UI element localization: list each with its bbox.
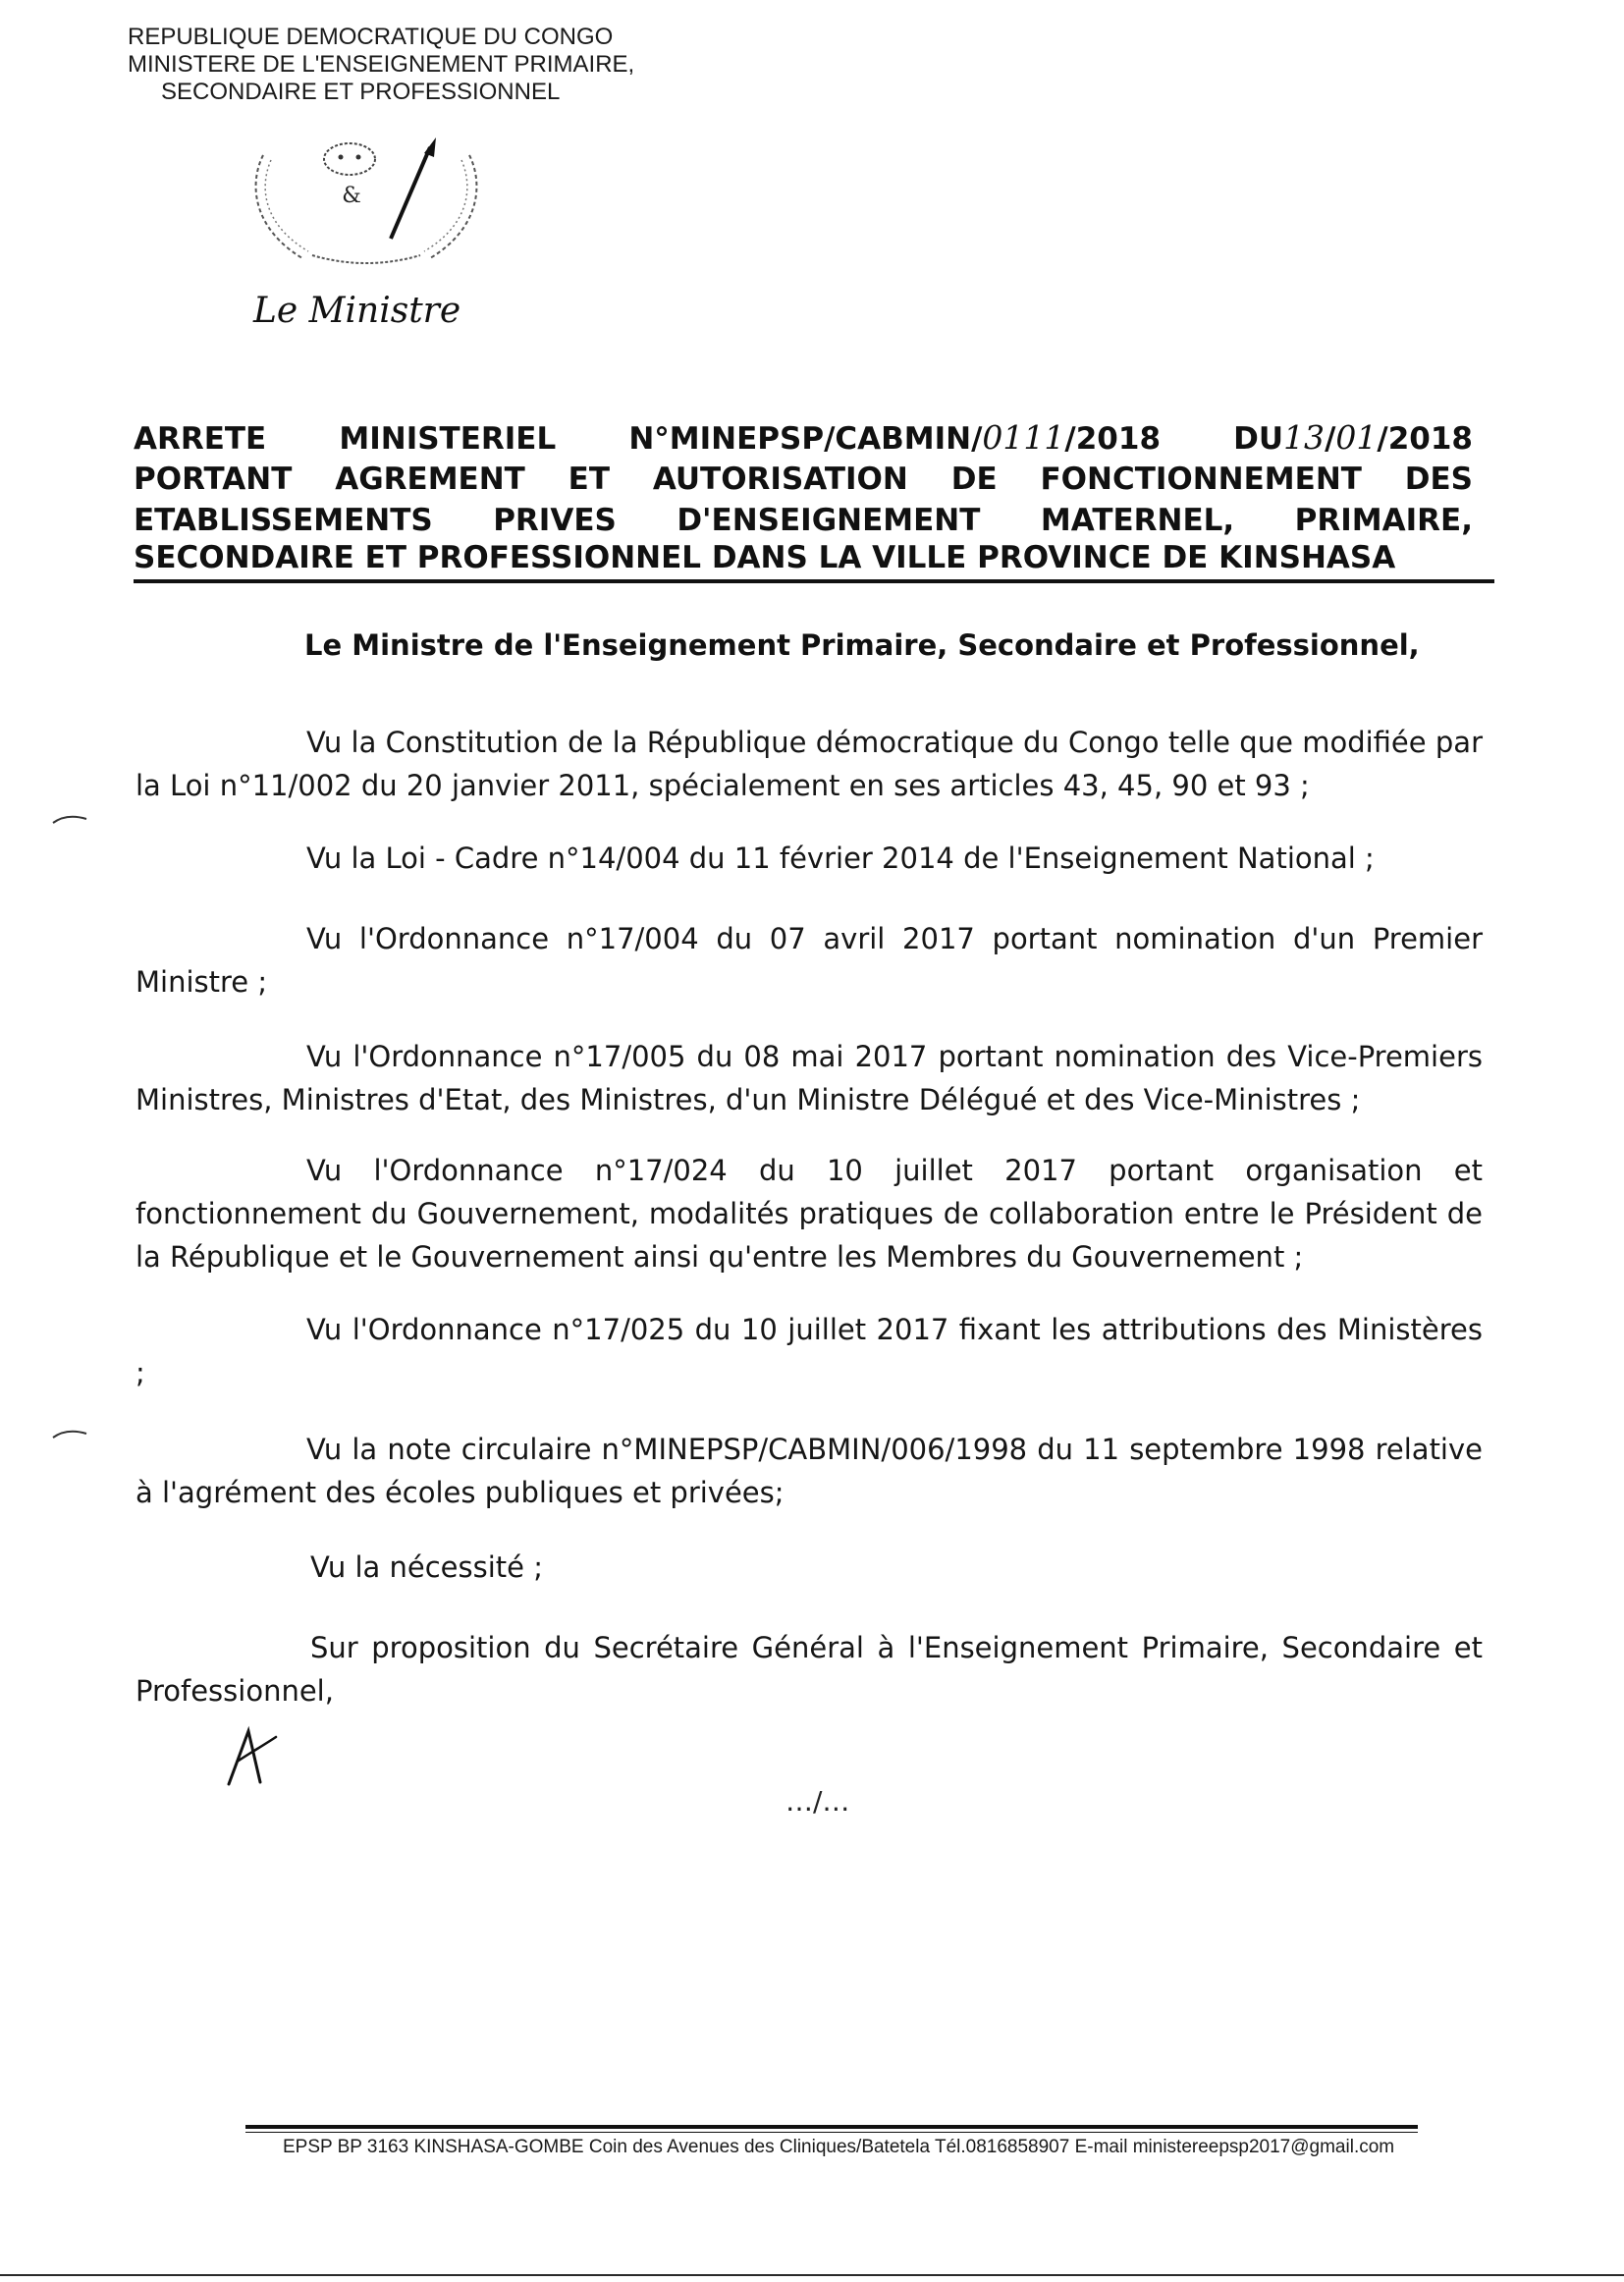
page-continuation: …/… <box>785 1785 850 1818</box>
footer-rule <box>245 2132 1418 2133</box>
signatory-title: Le Ministre <box>253 291 461 331</box>
decree-title-line-2: PORTANT AGREMENT ET AUTORISATION DE FONCTIONNEMENT DES <box>134 462 1473 497</box>
decree-number: 0111 <box>982 418 1065 457</box>
consideration-loi-cadre: Vu la Loi - Cadre n°14/004 du 11 février 2014 de l'Enseignement National ; <box>306 842 1375 875</box>
decree-year-du: /2018 DU <box>1064 421 1284 457</box>
page-edge <box>0 2274 1624 2276</box>
paraph-initials <box>221 1723 290 1792</box>
footer-rule <box>245 2125 1418 2129</box>
title-underline <box>134 579 1494 583</box>
date-separator: / <box>1325 421 1336 457</box>
decree-title-line-1 <box>134 416 1473 461</box>
consideration-proposition: Sur proposition du Secrétaire Général à l'Enseignement Primaire, Secondaire et Professionnel, <box>135 1631 1483 1708</box>
margin-mark <box>51 1426 90 1441</box>
consideration-ordonnance-premier-ministre: Vu l'Ordonnance n°17/004 du 07 avril 2017 portant nomination d'un Premier Ministre ; <box>135 922 1483 999</box>
consideration-constitution: Vu la Constitution de la République démocratique du Congo telle que modifiée par la Loi n°11/002 du 20 janvier 2011, spécialement en ses articles 43, 45, 90 et 93 ; <box>135 726 1483 802</box>
consideration-ordonnance-attributions: Vu l'Ordonnance n°17/025 du 10 juillet 2017 fixant les attributions des Ministères ; <box>135 1313 1483 1389</box>
margin-mark <box>51 811 90 827</box>
decree-prefix: ARRETE MINISTERIEL N°MINEPSP/CABMIN/ <box>134 421 983 457</box>
decree-title-line-4: SECONDAIRE ET PROFESSIONNEL DANS LA VILLE PROVINCE DE KINSHASA <box>134 540 1396 575</box>
header-republic: REPUBLIQUE DEMOCRATIQUE DU CONGO <box>128 24 614 50</box>
decree-month: 01 <box>1335 418 1378 457</box>
consideration-ordonnance-gouvernement: Vu l'Ordonnance n°17/024 du 10 juillet 2017 portant organisation et fonctionnement du Gouvernement, modalités pratiques de collaboration entre le Président de la République et le Gouvernement ainsi qu'entre les Membres du Gouvernement ; <box>135 1154 1483 1274</box>
consideration-ordonnance-ministres: Vu l'Ordonnance n°17/005 du 08 mai 2017 portant nomination des Vice-Premiers Ministres, Ministres d'Etat, des Ministres, d'un Ministre Délégué et des Vice-Ministres ; <box>135 1040 1483 1116</box>
decree-year: /2018 <box>1377 421 1473 457</box>
decree-day: 13 <box>1283 418 1326 457</box>
header-ministry-cont: SECONDAIRE ET PROFESSIONNEL <box>161 79 561 105</box>
decree-title-line-3: ETABLISSEMENTS PRIVES D'ENSEIGNEMENT MATERNEL, PRIMAIRE, <box>134 503 1473 538</box>
preamble-intro: Le Ministre de l'Enseignement Primaire, Secondaire et Professionnel, <box>304 628 1420 662</box>
consideration-note-circulaire: Vu la note circulaire n°MINEPSP/CABMIN/006/1998 du 11 septembre 1998 relative à l'agrément des écoles publiques et privées; <box>135 1433 1483 1509</box>
coat-of-arms-emblem <box>244 136 489 273</box>
consideration-necessite: Vu la nécessité ; <box>310 1550 543 1584</box>
header-ministry: MINISTERE DE L'ENSEIGNEMENT PRIMAIRE, <box>128 51 635 78</box>
footer-address: EPSP BP 3163 KINSHASA-GOMBE Coin des Avenues des Cliniques/Batetela Tél.0816858907 E-mail ministereepsp2017@gmail.com <box>283 2137 1395 2157</box>
svg-text:&: & <box>342 184 361 208</box>
